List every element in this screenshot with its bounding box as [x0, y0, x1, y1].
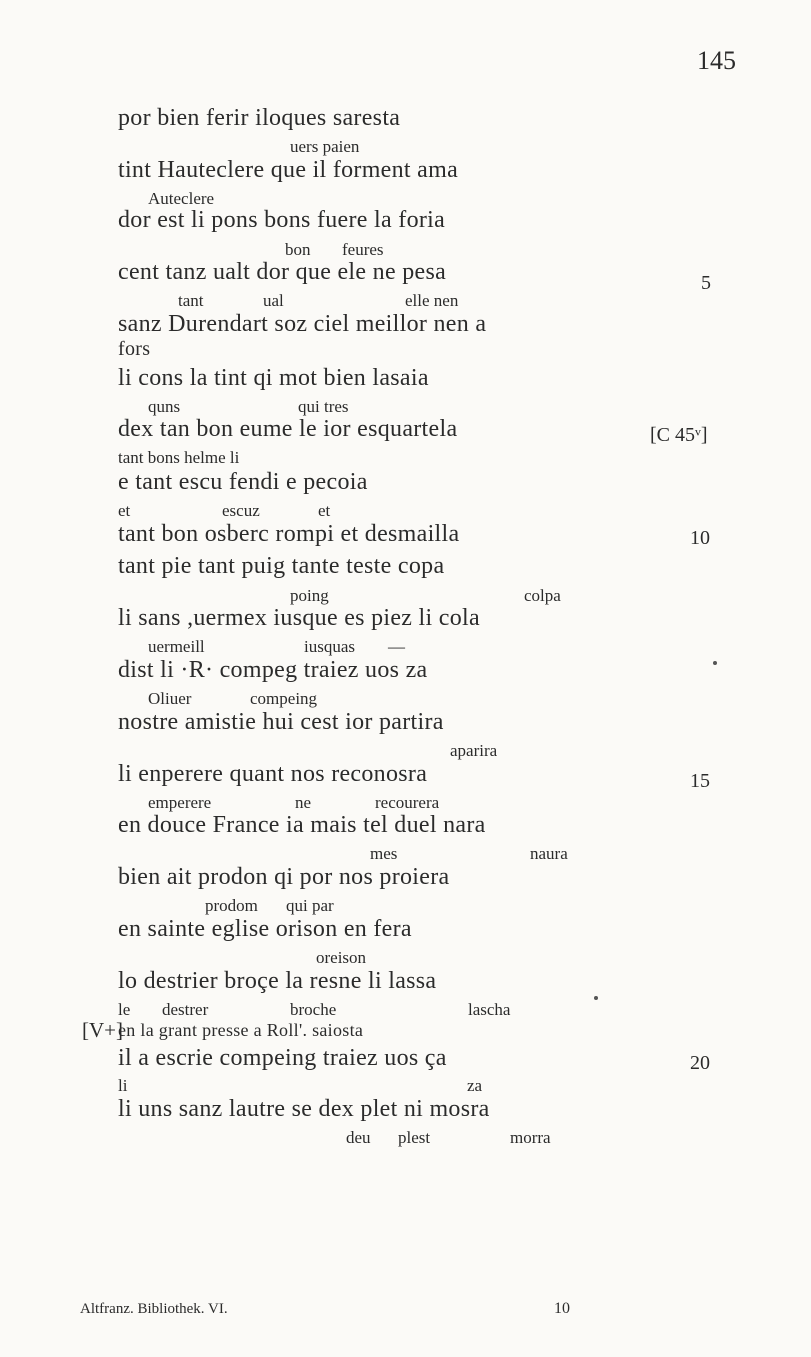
gloss-word: destrer [162, 1000, 209, 1019]
verse-line: li uns sanz lautre se dex plet ni mosra [118, 1096, 490, 1122]
verse-line: li sans ,uermex iusque es piez li cola [118, 605, 480, 631]
gloss-word: poing [290, 586, 329, 605]
gloss-word: uermeill [148, 637, 205, 656]
verse-line: lo destrier broçe la resne li lassa [118, 968, 437, 994]
verse-line: tant bon osberc rompi et desmailla [118, 521, 460, 547]
verse-line: tant pie tant puig tante teste copa [118, 553, 445, 579]
verse-line: dor est li pons bons fuere la foria [118, 207, 446, 233]
gloss-word: escuz [222, 501, 260, 520]
gloss-word: Oliuer [148, 689, 192, 708]
gloss-word: — [388, 637, 405, 656]
verse-line: nostre amistie hui cest ior partira [118, 709, 444, 735]
page-number: 145 [697, 46, 736, 75]
gloss-word: uers paien [290, 137, 360, 156]
verse-line: il a escrie compeing traiez uos ça [118, 1045, 447, 1071]
verse-line: dist li ·R· compeg traiez uos za [118, 657, 428, 683]
line-number-10: 10 [690, 527, 710, 549]
gloss-word: mes [370, 844, 398, 863]
gloss-line [0, 896, 811, 916]
gloss-word: et [318, 501, 331, 520]
verse-line: li enperere quant nos reconosra [118, 761, 428, 787]
gloss-line [0, 1128, 811, 1148]
gloss-line [0, 637, 811, 657]
gloss-word: deu [346, 1128, 371, 1147]
verse-line: en la grant presse a Roll'. saiosta [118, 1020, 364, 1040]
gloss-word: naura [530, 844, 568, 863]
gloss-word: bon [285, 240, 311, 259]
gloss-line [0, 448, 811, 468]
line-number-20: 20 [690, 1052, 710, 1074]
verse-line: bien ait prodon qi por nos proiera [118, 864, 450, 890]
verse-line: en douce France ia mais tel duel nara [118, 812, 486, 838]
gloss-word: tant bons helme li [118, 448, 240, 467]
gloss-word: compeing [250, 689, 318, 708]
footer-signature: 10 [554, 1300, 570, 1317]
gloss-line [0, 948, 811, 968]
folio-reference: [C 45ᵛ] [650, 424, 708, 446]
gloss-word: tant [178, 291, 204, 310]
gloss-word: quns [148, 397, 181, 416]
gloss-word: elle nen [405, 291, 459, 310]
gloss-word: le [118, 1000, 131, 1019]
line-number-5: 5 [701, 272, 711, 294]
line-number-15: 15 [690, 770, 710, 792]
verse-line: sanz Durendart soz ciel meillor nen a [118, 311, 487, 337]
gloss-word: prodom [205, 896, 258, 915]
gloss-word: broche [290, 1000, 337, 1019]
gloss-word: iusquas [304, 637, 355, 656]
gloss-line [0, 1000, 811, 1020]
gloss-word: plest [398, 1128, 431, 1147]
gloss-line [0, 501, 811, 521]
verse-line: en sainte eglise orison en fera [118, 916, 412, 942]
verse-line: tint Hauteclere que il forment ama [118, 157, 459, 183]
gloss-word: emperere [148, 793, 212, 812]
gloss-word: aparira [450, 741, 498, 760]
verse-line: e tant escu fendi e pecoia [118, 469, 368, 495]
gloss-line [0, 189, 811, 209]
gloss-line [0, 291, 811, 311]
gloss-line [0, 793, 811, 813]
margin-dot [594, 996, 598, 1000]
verse-line: fors [118, 338, 151, 360]
gloss-word: qui tres [298, 397, 349, 416]
gloss-line [0, 1076, 811, 1096]
verse-line: li cons la tint qi mot bien lasaia [118, 365, 429, 391]
footer-imprint: Altfranz. Bibliothek. VI. [80, 1301, 228, 1317]
verse-line: por bien ferir iloques saresta [118, 105, 401, 131]
gloss-word: recourera [375, 793, 440, 812]
verse-line: dex tan bon eume le ior esquartela [118, 416, 458, 442]
gloss-line [0, 844, 811, 864]
gloss-word: morra [510, 1128, 551, 1147]
gloss-word: feures [342, 240, 384, 259]
gloss-word: colpa [524, 586, 561, 605]
gloss-line [0, 689, 811, 709]
gloss-line [0, 397, 811, 417]
gloss-line [0, 586, 811, 606]
gloss-line [0, 240, 811, 260]
gloss-word: za [467, 1076, 483, 1095]
gloss-word: ual [263, 291, 284, 310]
gloss-word: li [118, 1076, 128, 1095]
gloss-word: et [118, 501, 131, 520]
margin-dot [713, 661, 717, 665]
margin-mark: [V+] [82, 1018, 123, 1042]
verse-line: cent tanz ualt dor que ele ne pesa [118, 259, 447, 285]
gloss-word: lascha [468, 1000, 511, 1019]
gloss-word: qui par [286, 896, 334, 915]
gloss-line [0, 741, 811, 761]
gloss-word: ne [295, 793, 312, 812]
gloss-word: oreison [316, 948, 367, 967]
gloss-line [0, 137, 811, 157]
gloss-word: Auteclere [148, 189, 215, 208]
